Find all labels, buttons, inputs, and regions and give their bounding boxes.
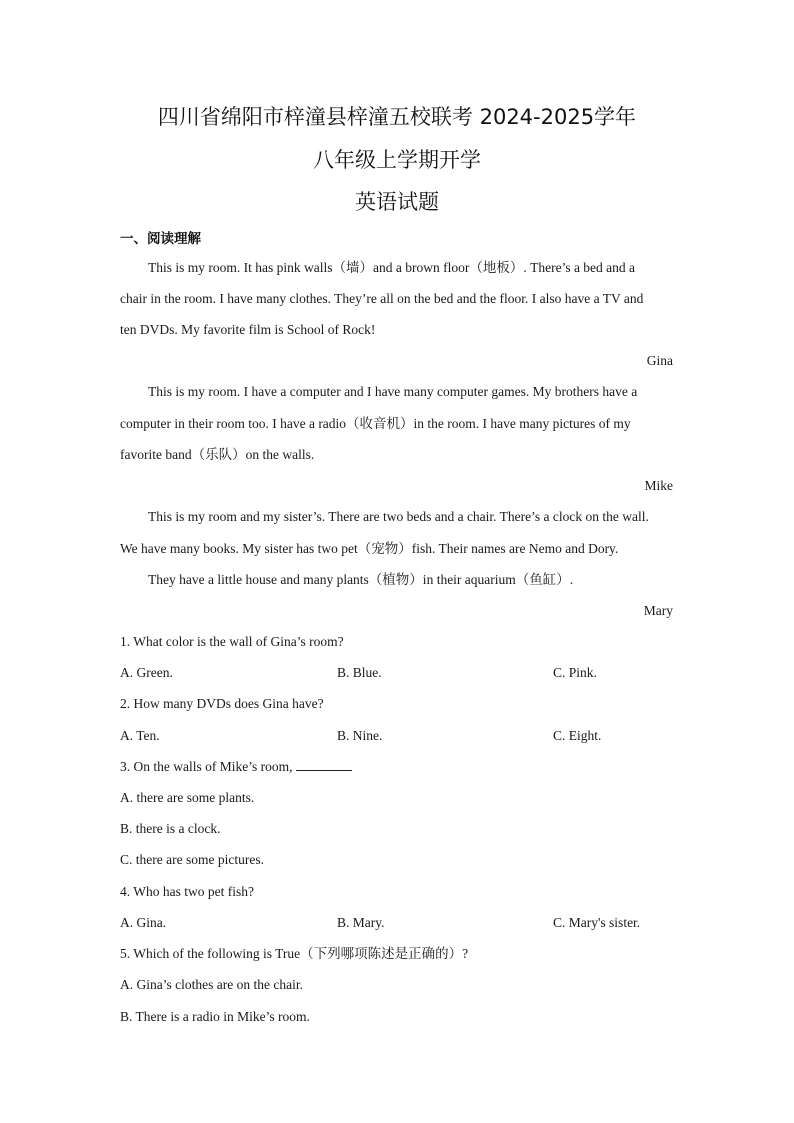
option-b: B. Blue. (337, 665, 382, 680)
passage-line: They have a little house and many plants（植物）in their aquarium（鱼缸）. (148, 572, 574, 587)
option-b: B. Mary. (337, 915, 385, 930)
document-title-line-3: 英语试题 (355, 190, 439, 214)
passage-line: We have many books. My sister has two pet（宠物）fish. Their names are Nemo and Dory. (120, 541, 619, 556)
question-stem-row (120, 757, 676, 777)
option-b: B. There is a radio in Mike’s room. (120, 1009, 310, 1024)
option-a: A. Ten. (120, 728, 160, 743)
question-stem: 5. Which of the following is True（下列哪项陈述是正确的）? (120, 946, 469, 961)
option-a: A. Green. (120, 665, 173, 680)
option-b: B. there is a clock. (120, 821, 221, 836)
passage-line: ten DVDs. My favorite film is School of Rock! (120, 322, 376, 337)
passage-line: This is my room. I have a computer and I have many computer games. My brothers have a (148, 384, 638, 399)
option-b: B. Nine. (337, 728, 383, 743)
passage-line: This is my room. It has pink walls（墙）and a brown floor（地板）. There’s a bed and a (148, 260, 636, 275)
question-stem: 4. Who has two pet fish? (120, 884, 254, 899)
question-stem: 1. What color is the wall of Gina’s room? (120, 634, 344, 649)
option-c: C. Eight. (553, 728, 602, 743)
question-stem: 2. How many DVDs does Gina have? (120, 696, 324, 711)
document-title-line-2: 八年级上学期开学 (313, 148, 481, 172)
option-a: A. there are some plants. (120, 790, 255, 805)
passage-line: This is my room and my sister’s. There are two beds and a chair. There’s a clock on the wall. (148, 509, 649, 524)
passage-line: chair in the room. I have many clothes. They’re all on the bed and the floor. I also have a TV and (120, 291, 644, 306)
option-c: C. Mary's sister. (553, 915, 641, 930)
document-title-line-1: 四川省绵阳市梓潼县梓潼五校联考 2024-2025学年 (157, 105, 637, 129)
option-a: A. Gina. (120, 915, 167, 930)
passage-line: computer in their room too. I have a radio（收音机）in the room. I have many pictures of my (120, 416, 631, 431)
answer-blank (296, 758, 352, 771)
passage-signature: Mike (644, 478, 673, 493)
passage-signature: Gina (646, 353, 673, 368)
option-c: C. there are some pictures. (120, 852, 264, 867)
section-heading: 一、阅读理解 (120, 231, 201, 247)
option-c: C. Pink. (553, 665, 597, 680)
passage-signature: Mary (643, 603, 673, 618)
question-stem: 3. On the walls of Mike’s room, (120, 759, 293, 774)
option-a: A. Gina’s clothes are on the chair. (120, 977, 303, 992)
passage-line: favorite band（乐队）on the walls. (120, 447, 315, 462)
